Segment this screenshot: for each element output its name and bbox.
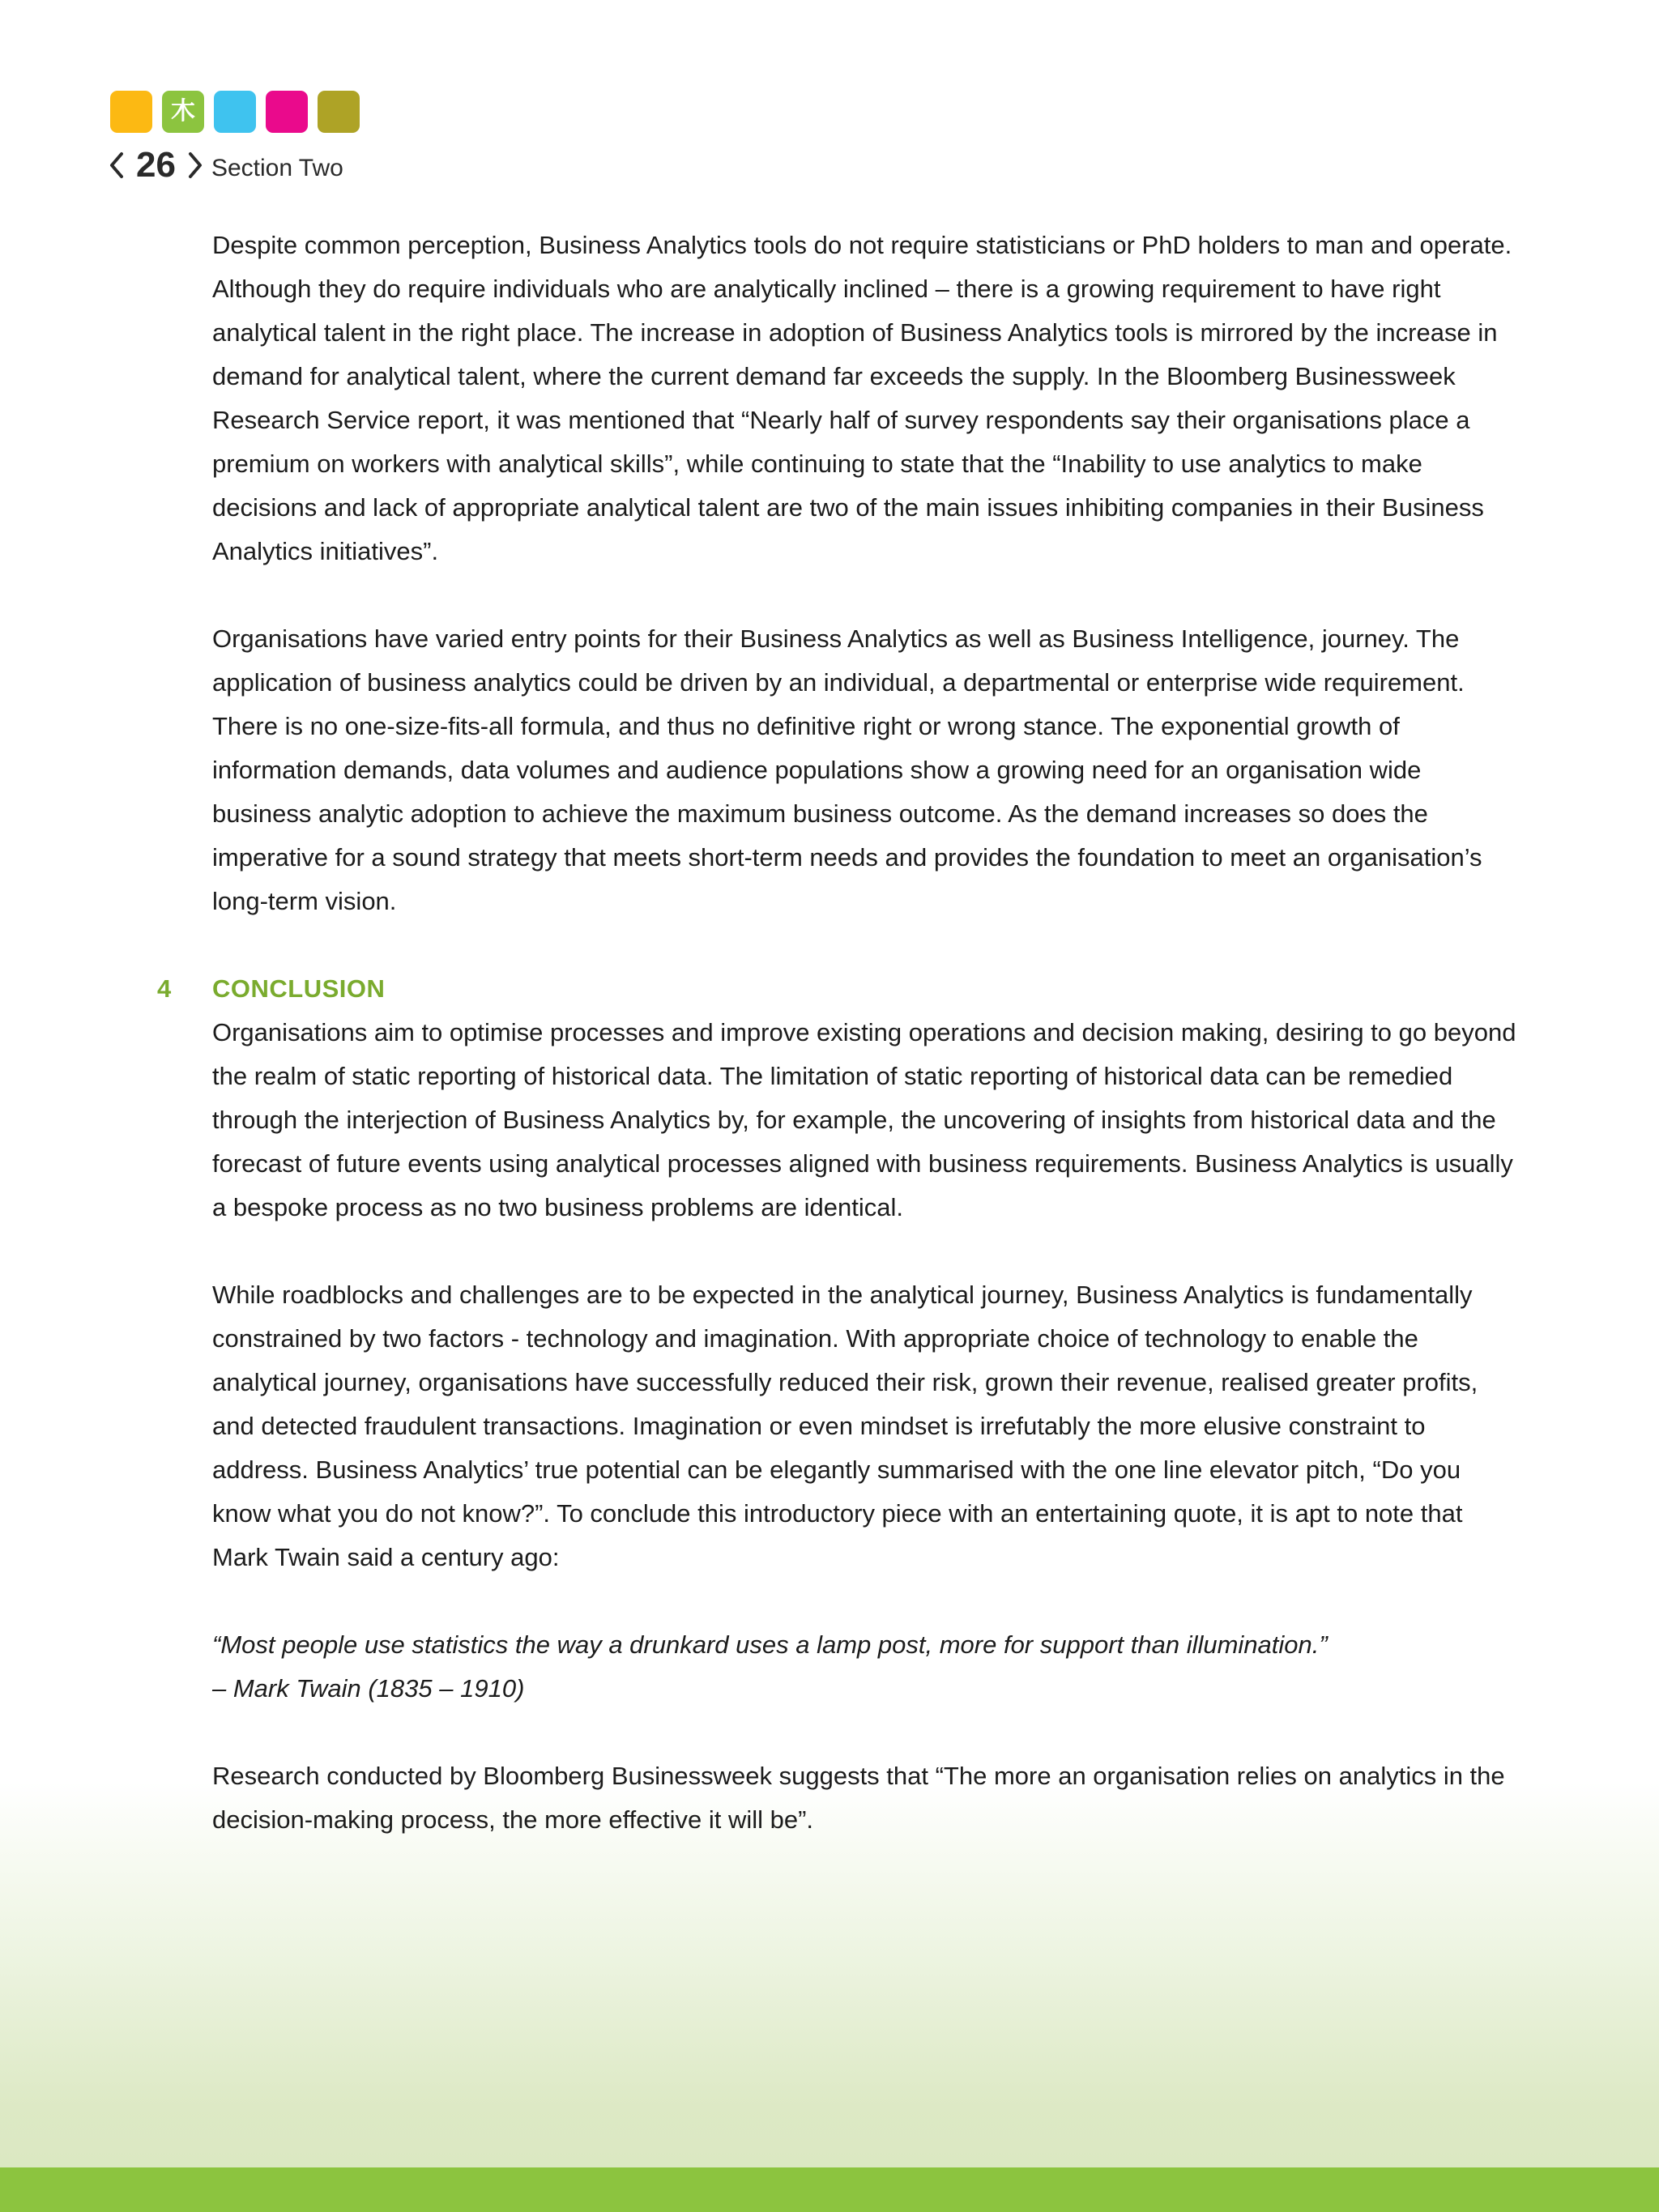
paragraph-spacer	[212, 1711, 1525, 1754]
paragraph-constraints: While roadblocks and challenges are to be expected in the analytical journey, Business Analytics is fundamentally constrained by two factors - technology and imagination. With appropriate choice of technology to enable the analytical journey, organisations have successfully reduced their risk, grown their revenue, realised greater profits, and detected fraudulent transactions. Imagination or even mindset is irrefutably the more elusive constraint to address. Business Analytics’ true potential can be elegantly summarised with the one line elevator pitch, “Do you know what you do not know?”. To conclude this introductory piece with an entertaining quote, it is apt to note that Mark Twain said a century ago:	[212, 1281, 1478, 1571]
quote-text: “Most people use statistics the way a drunkard uses a lamp post, more for support than illumination.”	[212, 1630, 1328, 1659]
section-number: 4	[157, 974, 172, 1003]
tree-glyph: 木	[171, 98, 195, 125]
yellow-square-icon	[110, 91, 152, 133]
magenta-square-icon	[266, 91, 308, 133]
page-number: 26	[136, 145, 176, 185]
paragraph-analytical-talent: Despite common perception, Business Analytics tools do not require statisticians or PhD holders to man and operate. Although they do require individuals who are analytically inclined – there is a growing requirement to have right analytical talent in the right place. The increase in adoption of Business Analytics tools is mirrored by the increase in demand for analytical talent, where the current demand far exceeds the supply. In the Bloomberg Businessweek Research Service report, it was mentioned that “Nearly half of survey respondents say their organisations place a premium on workers with analytical skills”, while continuing to state that the “Inability to use analytics to make decisions and lack of appropriate analytical talent are two of the main issues inhibiting companies in their Business Analytics initiatives”.	[212, 231, 1512, 565]
section-title: CONCLUSION	[212, 974, 386, 1003]
paragraph-entry-points: Organisations have varied entry points for their Business Analytics as well as Business Intelligence, journey. The application of business analytics could be driven by an individual, a departmental or enterprise wide requirement. There is no one-size-fits-all formula, and thus no definitive right or wrong stance. The exponential growth of information demands, data volumes and audience populations show a growing need for an organisation wide business analytic adoption to achieve the maximum business outcome. As the demand increases so does the imperative for a sound strategy that meets short-term needs and provides the foundation to meet an organisation’s long-term vision.	[212, 624, 1482, 915]
paragraph-spacer	[212, 923, 1525, 967]
section-label: Section Two	[211, 155, 343, 181]
blue-square-icon	[214, 91, 256, 133]
paragraph-spacer	[212, 1230, 1525, 1273]
olive-square-icon	[318, 91, 360, 133]
paragraph-conclusion: Organisations aim to optimise processes and improve existing operations and decision making, desiring to go beyond the realm of static reporting of historical data. The limitation of static reporting of historical data can be remedied through the interjection of Business Analytics by, for example, the uncovering of insights from historical data and the forecast of future events using analytical processes aligned with business requirements. Business Analytics is usually a bespoke process as no two business problems are identical.	[212, 1018, 1516, 1221]
green-tree-square-icon	[162, 91, 204, 133]
quote-attribution: – Mark Twain (1835 – 1910)	[212, 1674, 525, 1703]
section-heading	[157, 967, 1525, 1011]
header-color-squares	[110, 91, 360, 133]
chevron-right-icon[interactable]	[187, 151, 203, 179]
paragraph-research: Research conducted by Bloomberg Businessweek suggests that “The more an organisation relies on analytics in the decision-making process, the more effective it will be”.	[212, 1762, 1505, 1834]
chevron-left-icon[interactable]	[109, 151, 125, 179]
paragraph-spacer	[212, 1579, 1525, 1623]
footer-green-bar	[0, 2167, 1659, 2212]
page-navigation	[109, 143, 343, 188]
page-body	[157, 224, 1525, 1842]
paragraph-spacer	[212, 573, 1525, 617]
